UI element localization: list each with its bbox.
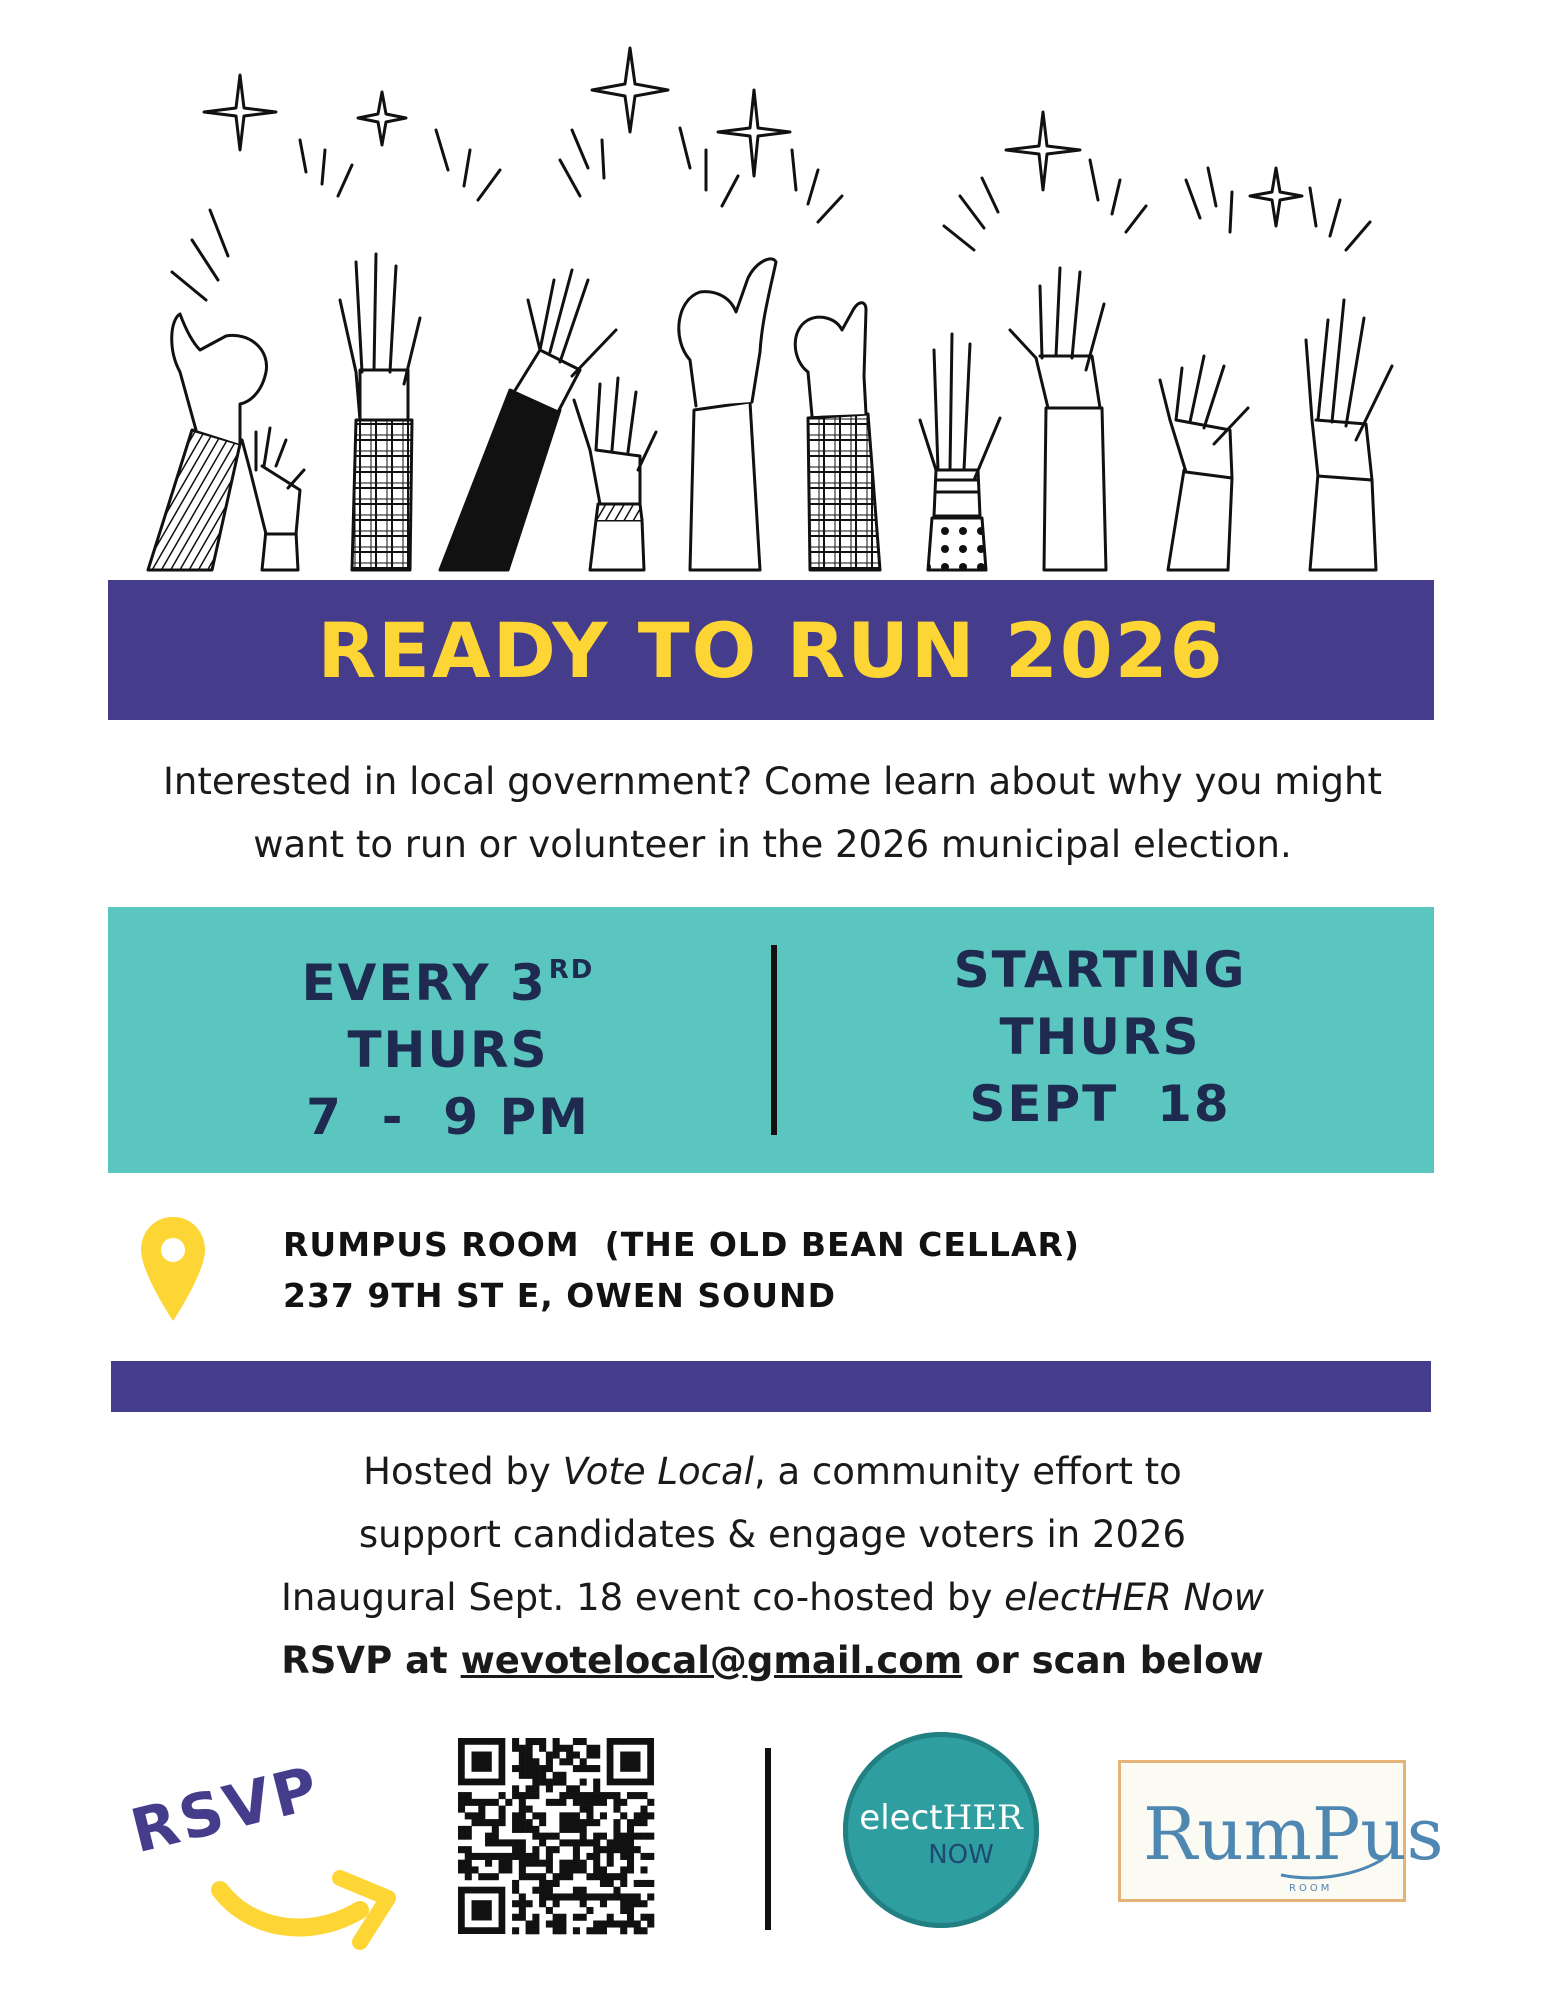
ordinal-suffix: RD: [548, 955, 595, 985]
schedule-frequency: [168, 937, 728, 1017]
hand-icon: [440, 270, 616, 570]
hand-icon: [920, 334, 1000, 570]
start-day: THURS: [999, 1008, 1201, 1066]
footer: [0, 1700, 1545, 2000]
electher-her: HER: [942, 1798, 1023, 1838]
sparkle-icon: [592, 48, 668, 132]
location-block: [108, 1205, 1434, 1335]
start-label: STARTING: [953, 941, 1247, 999]
hand-icon: [795, 303, 880, 570]
intro-line-1: Interested in local government? Come learn about why you might: [163, 760, 1382, 803]
host-line-2: support candidates & engage voters in 2026: [358, 1513, 1187, 1556]
page-title: READY TO RUN 2026: [317, 605, 1225, 695]
hand-icon: [242, 428, 304, 570]
title-banner: [108, 580, 1434, 720]
host-text: Hosted by: [363, 1450, 563, 1493]
intro-text: [110, 750, 1435, 876]
schedule-start: [820, 937, 1380, 1138]
rsvp-text: or scan below: [962, 1639, 1264, 1682]
sparkle-icon: [358, 92, 406, 145]
venue-name: RUMPUS ROOM (THE OLD BEAN CELLAR): [283, 1225, 1081, 1264]
electher-elect: elect: [859, 1798, 943, 1838]
sparkle-icon: [204, 75, 276, 150]
schedule-day: THURS: [347, 1021, 549, 1079]
host-text: , a community effort to: [753, 1450, 1182, 1493]
intro-line-2: want to run or volunteer in the 2026 municipal election.: [253, 823, 1292, 866]
hand-icon: [1306, 300, 1392, 570]
rsvp-label: RSVP: [124, 1752, 328, 1868]
curved-arrow-icon: [210, 1850, 400, 1960]
cohost-name: electHER Now: [1004, 1576, 1265, 1619]
start-date: SEPT 18: [969, 1075, 1231, 1133]
hand-icon: [340, 254, 420, 570]
rumpus-subtitle: ROOM: [1289, 1883, 1333, 1894]
hand-icon: [1010, 268, 1106, 570]
hand-icon: [1160, 356, 1248, 570]
map-pin-icon: [138, 1215, 208, 1325]
rumpus-room-logo: [1118, 1760, 1444, 1902]
electher-wordmark: [843, 1798, 1039, 1838]
raised-hands-illustration: [0, 0, 1545, 590]
sparkle-icon: [1006, 112, 1080, 190]
rumpus-logo-art: [1121, 1763, 1444, 1905]
footer-divider: [765, 1748, 771, 1930]
rsvp-email-link[interactable]: wevotelocal@gmail.com: [460, 1639, 963, 1682]
address: [283, 1219, 1080, 1321]
rsvp-line: [110, 1629, 1435, 1692]
electher-now-logo: [843, 1732, 1039, 1928]
rsvp-text: RSVP at: [281, 1639, 461, 1682]
schedule-divider: [771, 945, 777, 1135]
host-line-1: [110, 1440, 1435, 1503]
hand-icon: [679, 259, 776, 570]
host-info: [110, 1440, 1435, 1692]
host-org-name: Vote Local: [562, 1450, 754, 1493]
sparkle-icon: [718, 90, 790, 176]
schedule-recurring: [168, 937, 728, 1151]
street-address: 237 9TH ST E, OWEN SOUND: [283, 1276, 837, 1315]
hand-icon: [148, 314, 267, 570]
divider-strip: [111, 1361, 1431, 1412]
hand-icon: [574, 378, 656, 570]
sparkle-icon: [1250, 168, 1302, 226]
electher-now: NOW: [928, 1840, 994, 1870]
rumpus-wordmark: RumPus: [1143, 1792, 1444, 1876]
schedule-frequency-text: EVERY 3: [301, 954, 547, 1012]
host-line-3: [110, 1566, 1435, 1629]
schedule-box: [108, 907, 1434, 1173]
schedule-time: 7 - 9 PM: [306, 1088, 590, 1146]
qr-code[interactable]: [458, 1738, 654, 1934]
cohost-text: Inaugural Sept. 18 event co-hosted by: [280, 1576, 1005, 1619]
